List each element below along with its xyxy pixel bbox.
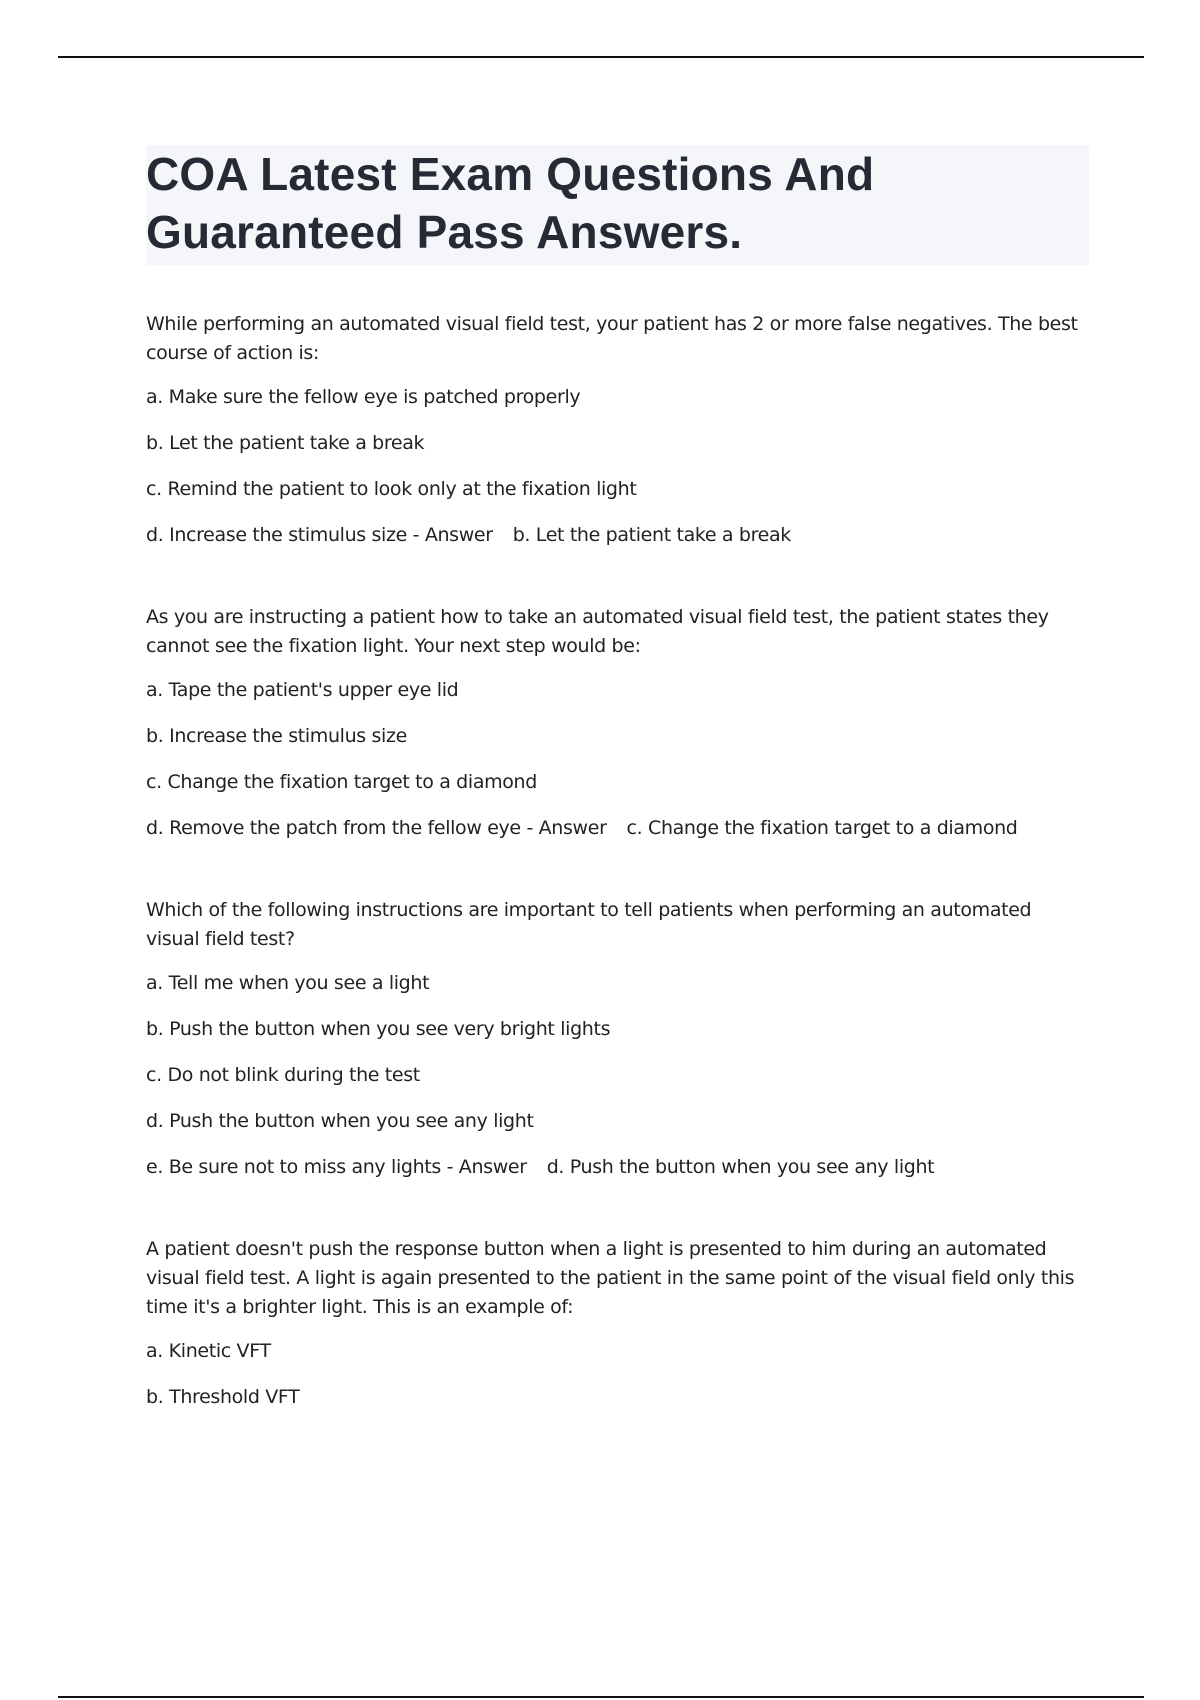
option-b: b. Increase the stimulus size [146, 725, 407, 747]
option-c: c. Remind the patient to look only at the fixation light [146, 478, 637, 500]
option-a: a. Tell me when you see a light [146, 972, 430, 994]
title-block [146, 145, 1089, 265]
option-b: b. Let the patient take a break [146, 432, 425, 454]
question-text: Which of the following instructions are important to tell patients when performing an automated visual field test? [146, 899, 1032, 950]
page-title: COA Latest Exam Questions And Guaranteed Pass Answers. [146, 148, 875, 258]
option-e: e. Be sure not to miss any lights - Answer [146, 1156, 527, 1178]
question-3 [146, 896, 1089, 1181]
option-a: a. Make sure the fellow eye is patched properly [146, 386, 581, 408]
option-d: d. Push the button when you see any light [146, 1110, 534, 1132]
option-d-with-answer [146, 521, 1089, 549]
question-1 [146, 310, 1089, 549]
option-c: c. Do not blink during the test [146, 1064, 420, 1086]
question-list [146, 310, 1089, 1411]
question-text: As you are instructing a patient how to take an automated visual field test, the patient states they cannot see the fixation light. Your next step would be: [146, 606, 1049, 657]
bottom-rule [58, 1696, 1144, 1698]
option-c: c. Change the fixation target to a diamond [146, 771, 537, 793]
option-a: a. Tape the patient's upper eye lid [146, 679, 459, 701]
answer-text: b. Let the patient take a break [512, 524, 791, 546]
option-e-with-answer [146, 1153, 1089, 1181]
question-4 [146, 1235, 1089, 1411]
answer-text: d. Push the button when you see any light [546, 1156, 935, 1178]
option-d: d. Increase the stimulus size - Answer [146, 524, 493, 546]
question-text: A patient doesn't push the response button when a light is presented to him during an automated visual field test. A light is again presented to the patient in the same point of the visual field only this time it's a brighter light. This is an example of: [146, 1238, 1075, 1318]
option-b: b. Threshold VFT [146, 1386, 300, 1408]
option-b: b. Push the button when you see very bright lights [146, 1018, 611, 1040]
document-body [146, 145, 1089, 1465]
top-rule [58, 56, 1144, 58]
option-d-with-answer [146, 814, 1089, 842]
question-text: While performing an automated visual field test, your patient has 2 or more false negatives. The best course of action is: [146, 313, 1078, 364]
option-d: d. Remove the patch from the fellow eye - Answer [146, 817, 607, 839]
option-a: a. Kinetic VFT [146, 1340, 271, 1362]
question-2 [146, 603, 1089, 842]
answer-text: c. Change the fixation target to a diamond [626, 817, 1018, 839]
